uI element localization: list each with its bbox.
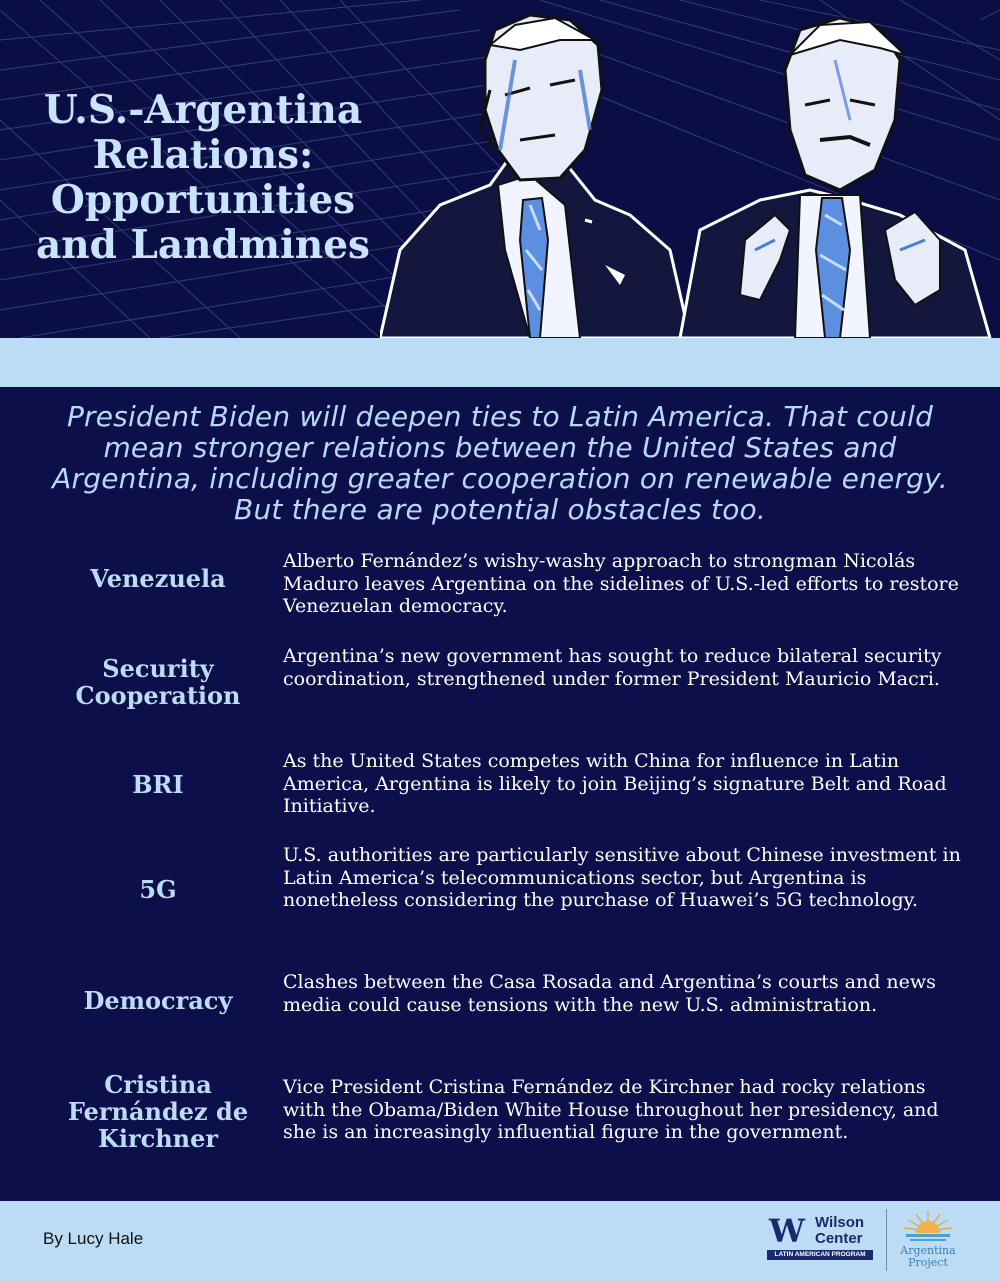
ap-line: Project: [908, 1256, 948, 1269]
sun-over-water-icon: [896, 1207, 960, 1245]
author-byline: By Lucy Hale: [43, 1229, 144, 1248]
right-figure-illustration: [680, 18, 990, 338]
leaders-illustration: [380, 0, 1000, 338]
topic-description: Vice President Cristina Fernández de Kirchner had rocky relations with the Obama/Biden White House throughout her presidency, and she is an increasingly influential figure in the government.: [283, 1076, 939, 1143]
title-line: Opportunities: [50, 177, 356, 223]
title-line: and Landmines: [36, 222, 370, 268]
argentina-project-wordmark: [896, 1245, 960, 1269]
wilson-w-icon: W: [769, 1212, 805, 1250]
topic-label: Cristina Fernández de Kirchner: [67, 1070, 249, 1153]
topic-description: As the United States competes with China for influence in Latin America, Argentina is likely to join Beijing’s signature Belt and Road Initiative.: [283, 750, 947, 817]
topic-description: Clashes between the Casa Rosada and Argentina’s courts and news media could cause tensions with the new U.S. administration.: [283, 971, 936, 1016]
topic-label: Security Cooperation: [75, 654, 241, 710]
wilson-logo-wordmark: [815, 1215, 877, 1247]
wilson-center-logo: [767, 1212, 875, 1260]
wilson-program-label: LATIN AMERICAN PROGRAM: [767, 1250, 873, 1260]
wilson-name-line: Wilson: [815, 1214, 865, 1231]
topic-description: Argentina’s new government has sought to reduce bilateral security coordination, strengthened under former President Mauricio Macri.: [283, 645, 942, 690]
topic-description: Alberto Fernández’s wishy-washy approach to strongman Nicolás Maduro leaves Argentina on the sidelines of U.S.-led efforts to restore Venezuelan democracy.: [283, 550, 959, 617]
main-content: [0, 387, 1000, 1201]
topic-label: Venezuela: [90, 564, 226, 593]
intro-paragraph: President Biden will deepen ties to Latin America. That could mean stronger relations between the United States and Argentina, including greater cooperation on renewable energy. But there are potential obstacles too.: [52, 400, 948, 526]
divider-band: [0, 338, 1000, 387]
footer: [0, 1201, 1000, 1281]
argentina-project-logo: [896, 1207, 960, 1275]
topic-label: Democracy: [83, 986, 233, 1015]
header-banner: [0, 0, 1000, 338]
title-line: U.S.-Argentina: [43, 87, 363, 133]
topic-label: BRI: [132, 770, 184, 799]
infographic-title: [8, 88, 398, 268]
topic-description: U.S. authorities are particularly sensitive about Chinese investment in Latin America’s telecommunications sector, but Argentina is nonetheless considering the purchase of Huawei’s 5G technology.: [283, 844, 961, 911]
title-line: Relations:: [92, 132, 314, 178]
topic-label: 5G: [139, 875, 177, 904]
left-figure-illustration: [380, 15, 690, 338]
wilson-name-line: Center: [815, 1230, 863, 1247]
logo-divider: [886, 1209, 887, 1271]
ap-line: Argentina: [900, 1244, 956, 1257]
